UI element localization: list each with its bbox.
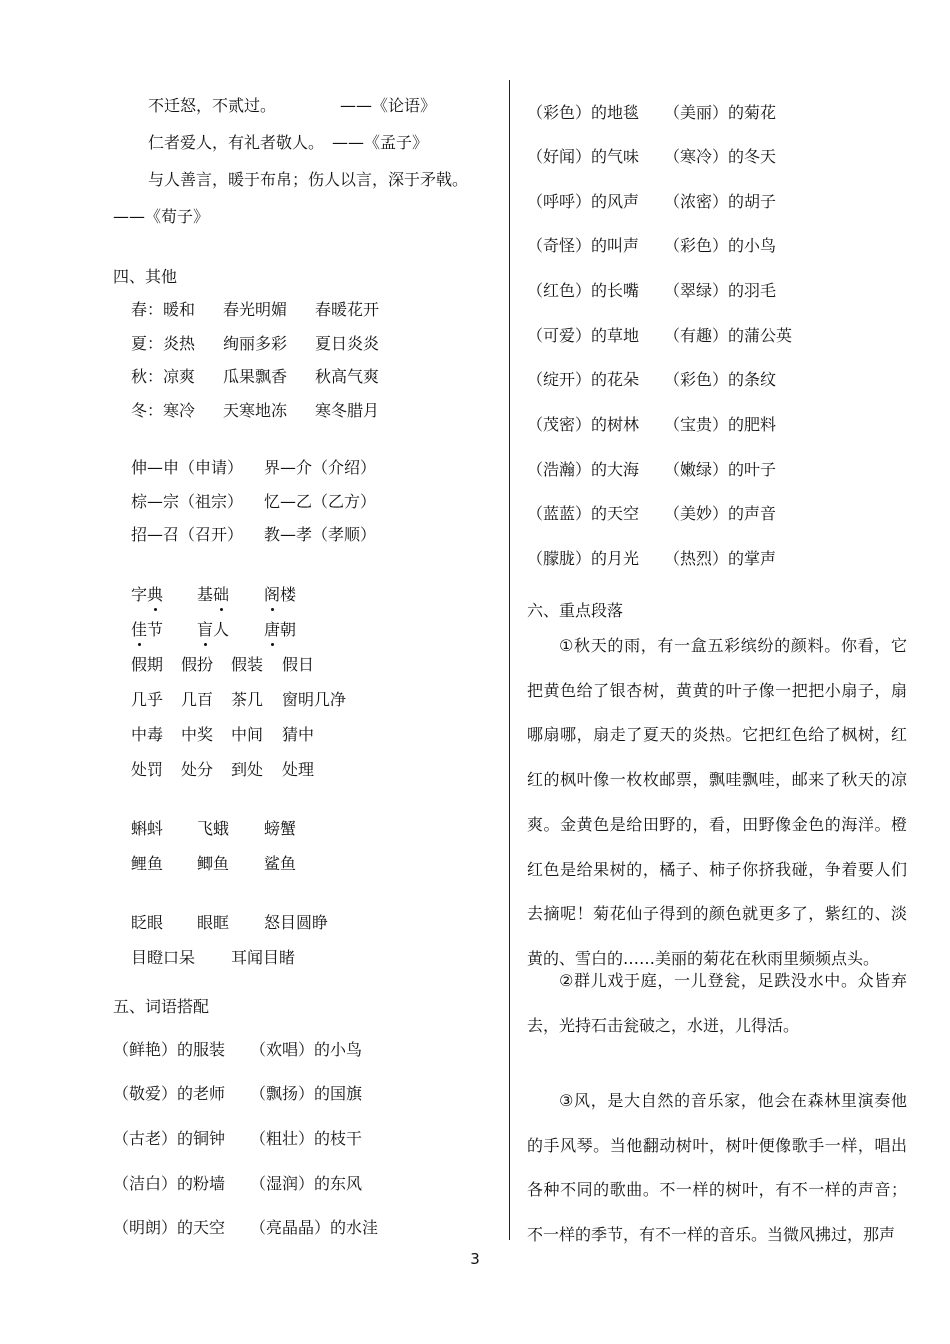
collocation-pair: （有趣）的蒲公英	[664, 326, 793, 345]
collocation-pair: （浩瀚）的大海	[527, 460, 640, 479]
collocation-pair: （宝贵）的肥料	[664, 415, 777, 434]
char-pair: 伸—申（申请）	[131, 458, 244, 477]
vocab-word: 假期	[131, 655, 164, 674]
collocation-pair: （绽开）的花朵	[527, 370, 640, 389]
animal-word: 螃蟹	[264, 819, 297, 838]
vocab-dotted-word: 基础	[197, 585, 230, 604]
season-cell: 春暖花开	[315, 300, 380, 319]
season-cell: 冬：寒冷	[131, 401, 196, 420]
eye-word: 眼眶	[197, 913, 230, 932]
season-cell: 天寒地冻	[223, 401, 288, 420]
season-cell: 春光明媚	[223, 300, 288, 319]
animal-word: 鲨鱼	[264, 854, 297, 873]
quote-1-source: ——《论语》	[340, 96, 437, 115]
eye-word: 怒目圆睁	[264, 913, 329, 932]
collocation-pair: （欢唱）的小鸟	[250, 1040, 363, 1059]
animal-word: 鲤鱼	[131, 854, 164, 873]
collocation-pair: （湿润）的东风	[250, 1174, 363, 1193]
collocation-pair: （彩色）的地毯	[527, 103, 640, 122]
vocab-word: 几百	[181, 690, 214, 709]
collocation-pair: （奇怪）的叫声	[527, 236, 640, 255]
vocab-dotted-word: 阁楼	[264, 585, 297, 604]
collocation-pair: （鲜艳）的服装	[113, 1040, 226, 1059]
collocation-pair: （彩色）的条纹	[664, 370, 777, 389]
eye-word: 目瞪口呆	[131, 948, 196, 967]
char-pair: 招—召（召开）	[131, 525, 244, 544]
animal-word: 飞蛾	[197, 819, 230, 838]
collocation-pair: （茂密）的树林	[527, 415, 640, 434]
collocation-pair: （美妙）的声音	[664, 504, 777, 523]
season-cell: 夏日炎炎	[315, 334, 380, 353]
vocab-dotted-word: 盲人	[197, 620, 230, 639]
vocab-dotted-word: 字典	[131, 585, 164, 604]
season-cell: 寒冬腊月	[315, 401, 380, 420]
season-cell: 秋：凉爽	[131, 367, 196, 386]
vocab-word: 假扮	[181, 655, 214, 674]
page-number: 3	[470, 1250, 480, 1268]
quote-3-source: ——《荀子》	[113, 207, 210, 226]
collocation-pair: （嫩绿）的叶子	[664, 460, 777, 479]
season-cell: 绚丽多彩	[223, 334, 288, 353]
collocation-pair: （红色）的长嘴	[527, 281, 640, 300]
vocab-word: 中奖	[181, 725, 214, 744]
collocation-pair: （亮晶晶）的水洼	[250, 1218, 379, 1237]
char-pair: 界—介（介绍）	[264, 458, 377, 477]
section-4-title: 四、其他	[113, 267, 178, 286]
eye-word: 眨眼	[131, 913, 164, 932]
key-paragraph-1: ①秋天的雨，有一盒五彩缤纷的颜料。你看，它把黄色给了银杏树，黄黄的叶子像一把把小扇子，扇哪扇哪，扇走了夏天的炎热。它把红色给了枫树，红红的枫叶像一枚枚邮票，飘哇飘哇，邮来了秋天的凉爽。金黄色是给田野的，看，田野像金色的海洋。橙红色是给果树的，橘子、柿子你挤我碰，争着要人们去摘呢！菊花仙子得到的颜色就更多了，紫红的、淡黄的、雪白的……美丽的菊花在秋雨里频频点头。	[527, 636, 907, 968]
collocation-pair: （蓝蓝）的天空	[527, 504, 640, 523]
season-cell: 秋高气爽	[315, 367, 380, 386]
key-paragraph-2: ②群儿戏于庭，一儿登瓮，足跌没水中。众皆弃去，光持石击瓮破之，水迸，儿得活。	[527, 971, 907, 1035]
vocab-word: 茶几	[231, 690, 264, 709]
vocab-word: 中毒	[131, 725, 164, 744]
collocation-pair: （浓密）的胡子	[664, 192, 777, 211]
season-cell: 夏：炎热	[131, 334, 196, 353]
quote-3-text: 与人善言，暖于布帛；伤人以言，深于矛戟。	[148, 170, 469, 189]
vocab-dotted-word: 佳节	[131, 620, 164, 639]
vocab-word: 猜中	[282, 725, 315, 744]
quote-2-text: 仁者爱人，有礼者敬人。	[148, 133, 325, 152]
collocation-pair: （呼呼）的风声	[527, 192, 640, 211]
animal-word: 蝌蚪	[131, 819, 164, 838]
collocation-pair: （好闻）的气味	[527, 147, 640, 166]
collocation-pair: （朦胧）的月光	[527, 549, 640, 568]
vocab-word: 处理	[282, 760, 315, 779]
season-cell: 瓜果飘香	[223, 367, 288, 386]
collocation-pair: （敬爱）的老师	[113, 1084, 226, 1103]
collocation-pair: （彩色）的小鸟	[664, 236, 777, 255]
collocation-pair: （粗壮）的枝干	[250, 1129, 363, 1148]
vocab-word: 中间	[231, 725, 264, 744]
vocab-word: 处分	[181, 760, 214, 779]
vocab-word: 假装	[231, 655, 264, 674]
section-5-title: 五、词语搭配	[113, 997, 210, 1016]
collocation-pair: （寒冷）的冬天	[664, 147, 777, 166]
vocab-word: 窗明几净	[282, 690, 347, 709]
animal-word: 鲫鱼	[197, 854, 230, 873]
quote-2-source: ——《孟子》	[332, 133, 429, 152]
vocab-dotted-word: 唐朝	[264, 620, 297, 639]
collocation-pair: （明朗）的天空	[113, 1218, 226, 1237]
collocation-pair: （古老）的铜钟	[113, 1129, 226, 1148]
eye-word: 耳闻目睹	[231, 948, 296, 967]
vocab-word: 到处	[231, 760, 264, 779]
vocab-word: 假日	[282, 655, 315, 674]
quote-1-text: 不迁怒，不贰过。	[148, 96, 277, 115]
collocation-pair: （洁白）的粉墙	[113, 1174, 226, 1193]
collocation-pair: （可爱）的草地	[527, 326, 640, 345]
section-6-title: 六、重点段落	[527, 601, 624, 620]
char-pair: 棕—宗（祖宗）	[131, 492, 244, 511]
column-divider	[509, 80, 510, 1240]
collocation-pair: （热烈）的掌声	[664, 549, 777, 568]
vocab-word: 处罚	[131, 760, 164, 779]
char-pair: 忆—乙（乙方）	[264, 492, 377, 511]
collocation-pair: （翠绿）的羽毛	[664, 281, 777, 300]
season-cell: 春：暖和	[131, 300, 196, 319]
char-pair: 教—孝（孝顺）	[264, 525, 377, 544]
collocation-pair: （美丽）的菊花	[664, 103, 777, 122]
collocation-pair: （飘扬）的国旗	[250, 1084, 363, 1103]
vocab-word: 几乎	[131, 690, 164, 709]
key-paragraph-3: ③风，是大自然的音乐家，他会在森林里演奏他的手风琴。当他翻动树叶，树叶便像歌手一样，唱出各种不同的歌曲。不一样的树叶，有不一样的声音；不一样的季节，有不一样的音乐。当微风拂过，那声	[527, 1091, 907, 1245]
